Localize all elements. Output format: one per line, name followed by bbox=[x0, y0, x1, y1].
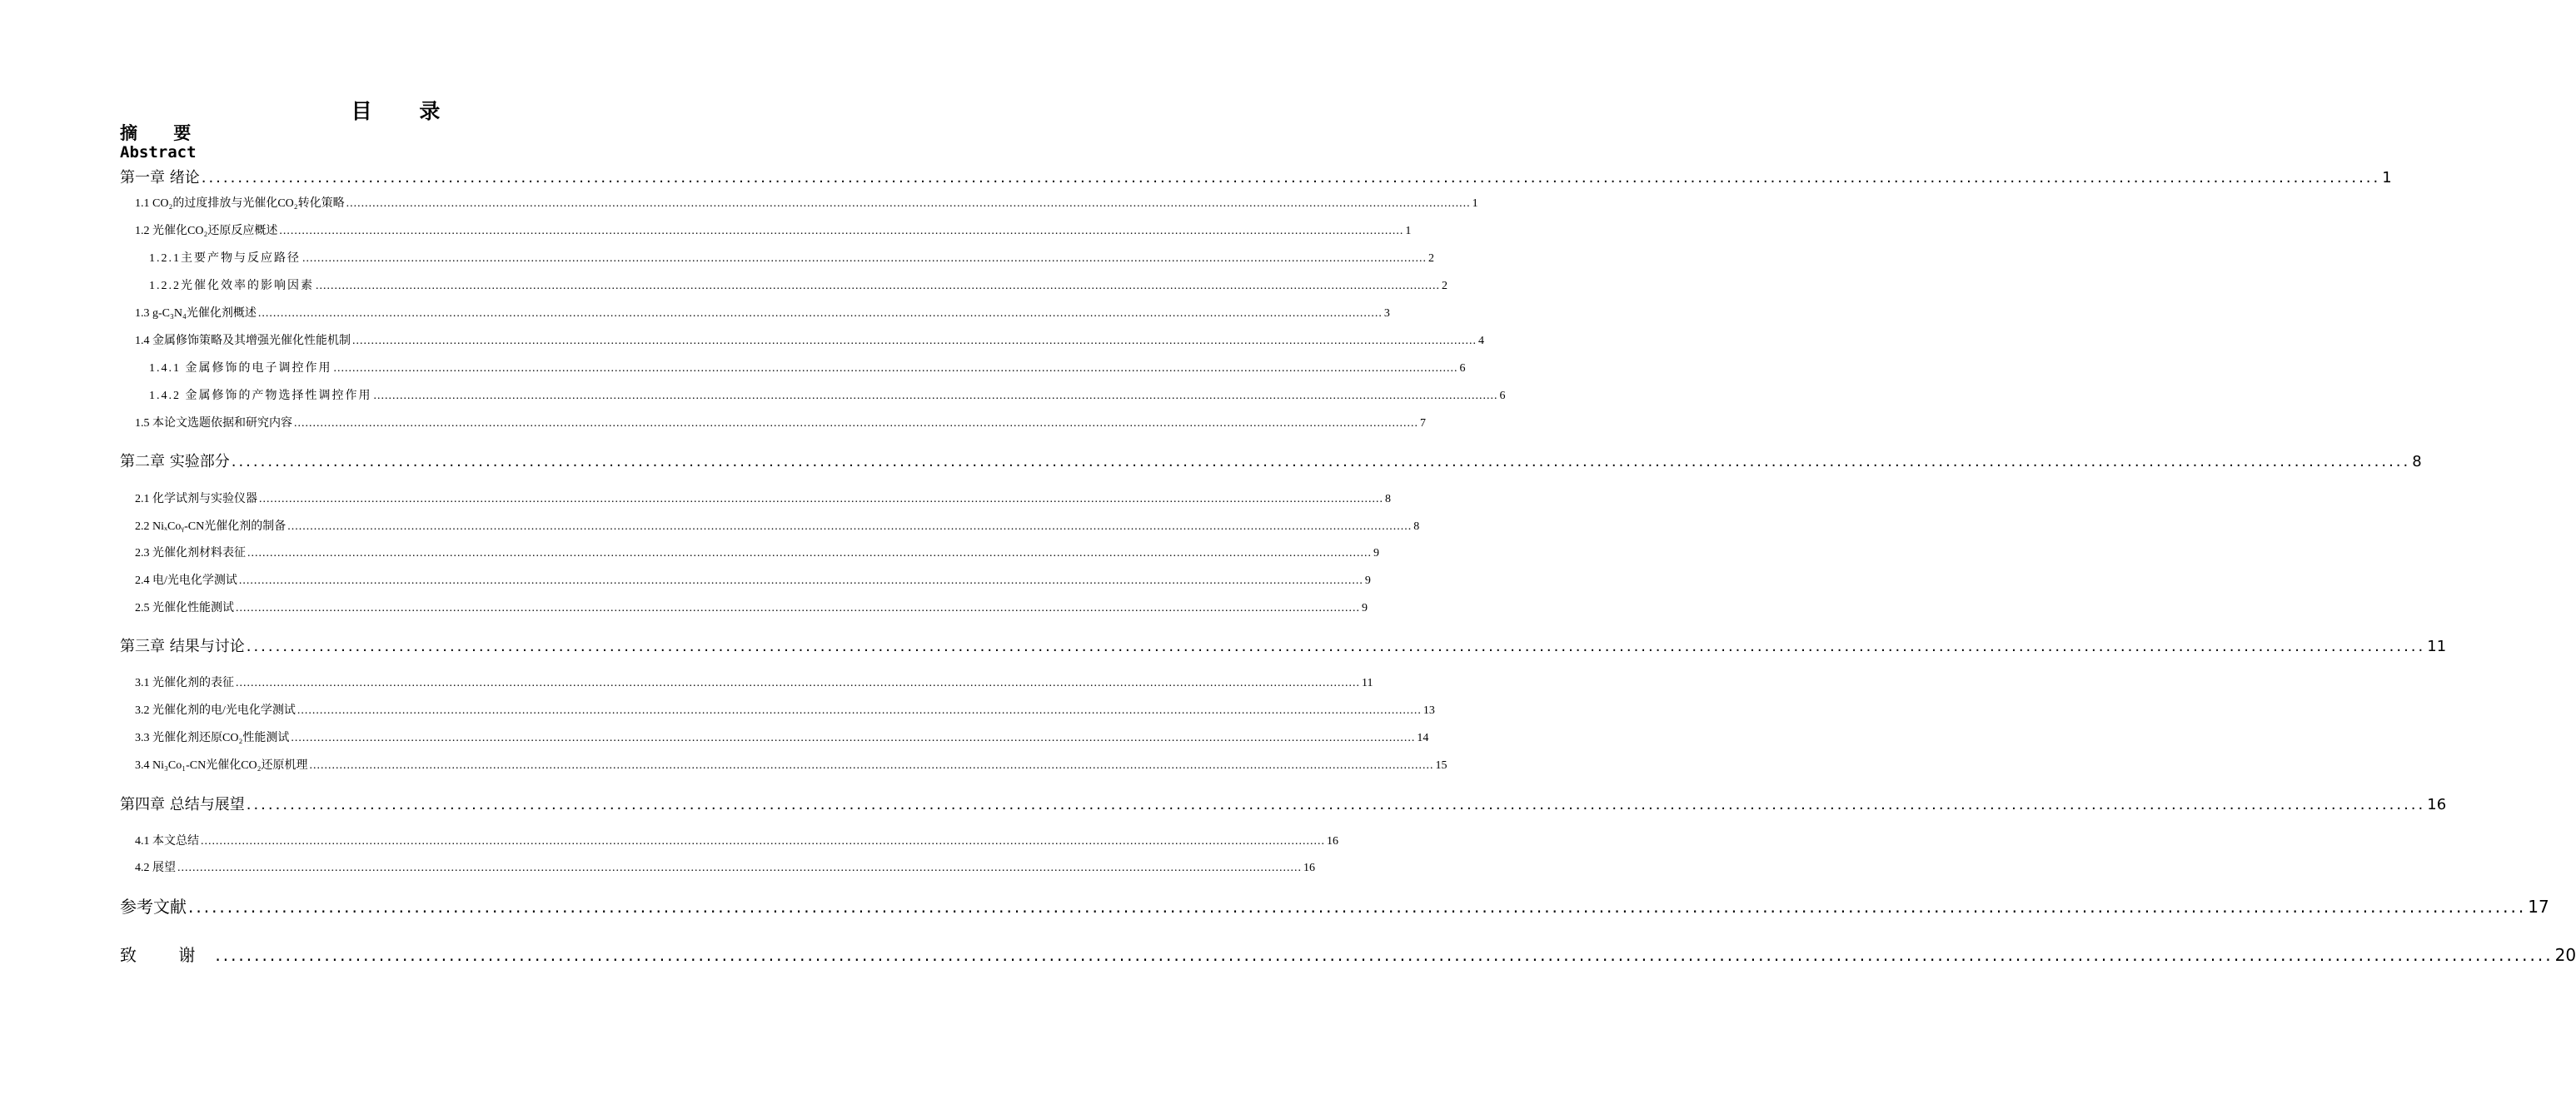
toc-entry-label: 1.2.1主要产物与反应路径 bbox=[149, 252, 301, 265]
toc-entry-label: 1.4.2 金属修饰的产物选择性调控作用 bbox=[149, 390, 372, 402]
toc-entry-4-1[interactable]: 4.1 本文总结 ............................................................................................................................................................................................................................................................................................................ 16 bbox=[135, 832, 671, 848]
toc-entry-2-5[interactable]: 2.5 光催化性能测试 ............................................................................................................................................................................................................................................................................................................ 9 bbox=[135, 599, 671, 615]
toc-entry-page: 11 bbox=[1362, 677, 1373, 689]
toc-entry-acknowledgements[interactable]: 致 谢 ............................................................................................................................................................................................................................................................................................................ 20 bbox=[120, 942, 671, 966]
toc-entry-chapter-3[interactable]: 第三章 结果与讨论 ............................................................................................................................................................................................................................................................................................................ 11 bbox=[120, 634, 671, 656]
toc-entry-page: 9 bbox=[1364, 574, 1371, 587]
toc-entry-label: 3.1 光催化剂的表征 bbox=[135, 677, 234, 689]
toc-entry-label: 4.1 本文总结 bbox=[135, 835, 199, 848]
toc-entry-page: 2 bbox=[1428, 252, 1434, 265]
toc-entry-label: 1.2.2光催化效率的影响因素 bbox=[149, 280, 314, 292]
toc-entry-label: 参考文献 bbox=[120, 897, 187, 917]
toc-entry-page: 8 bbox=[1413, 520, 1420, 533]
toc-entry-label: 第一章 绪论 bbox=[120, 169, 200, 186]
toc-entry-1-4[interactable]: 1.4 金属修饰策略及其增强光催化性能机制 ............................................................................................................................................................................................................................................................................................................ 4 bbox=[135, 331, 671, 348]
toc-entry-page: 1 bbox=[1472, 197, 1478, 210]
toc-entry-page: 4 bbox=[1478, 335, 1484, 347]
toc-entry-page: 9 bbox=[1362, 602, 1368, 614]
toc-entry-1-2[interactable]: 1.2 光催化CO₂还原反应概述 ............................................................................................................................................................................................................................................................................................................ 1 bbox=[135, 221, 671, 238]
toc-entry-3-3[interactable]: 3.3 光催化剂还原CO₂性能测试 ............................................................................................................................................................................................................................................................................................................ 14 bbox=[135, 729, 671, 745]
toc-entry-page: 16 bbox=[1327, 835, 1338, 848]
toc-entry-page: 16 bbox=[1303, 862, 1315, 874]
toc-entry-page: 9 bbox=[1373, 547, 1379, 560]
toc-entry-label: 1.4.1 金属修饰的电子调控作用 bbox=[149, 362, 332, 375]
toc-entry-label: 第三章 结果与讨论 bbox=[120, 638, 245, 655]
toc-entry-label: 4.2 展望 bbox=[135, 862, 176, 874]
toc-entry-label: 2.1 化学试剂与实验仪器 bbox=[135, 493, 257, 505]
toc-entry-label: 1.2 光催化CO₂还原反应概述 bbox=[135, 225, 278, 237]
abstract-zh-heading[interactable]: 摘 要 bbox=[120, 123, 207, 143]
toc-entry-label: 3.4 Ni₃Co₁-CN光催化CO₂还原机理 bbox=[135, 759, 308, 772]
toc-entry-label: 3.3 光催化剂还原CO₂性能测试 bbox=[135, 732, 290, 744]
toc-entry-label: 2.3 光催化剂材料表征 bbox=[135, 547, 246, 560]
toc-entry-label: 致 谢 bbox=[120, 945, 214, 965]
toc-entry-page: 7 bbox=[1420, 417, 1426, 430]
toc-entry-1-1[interactable]: 1.1 CO₂的过度排放与光催化CO₂转化策略 ............................................................................................................................................................................................................................................................................................................ 1 bbox=[135, 194, 671, 211]
toc-entry-page: 13 bbox=[1423, 704, 1435, 717]
toc-entry-2-4[interactable]: 2.4 电/光电化学测试 ............................................................................................................................................................................................................................................................................................................ 9 bbox=[135, 571, 671, 588]
toc-entry-label: 第二章 实验部分 bbox=[120, 453, 230, 470]
toc-entry-1-3[interactable]: 1.3 g-C₃N₄光催化剂概述 ............................................................................................................................................................................................................................................................................................................ 3 bbox=[135, 304, 671, 321]
toc-entry-1-2-1[interactable]: 1.2.1主要产物与反应路径 ............................................................................................................................................................................................................................................................................................................ 2 bbox=[149, 249, 671, 266]
toc-entry-label: 3.2 光催化剂的电/光电化学测试 bbox=[135, 704, 296, 717]
toc-entry-label: 1.3 g-C₃N₄光催化剂概述 bbox=[135, 307, 257, 320]
toc-entry-page: 16 bbox=[2427, 796, 2447, 813]
toc-entry-page: 11 bbox=[2427, 638, 2447, 655]
toc-entry-label: 2.5 光催化性能测试 bbox=[135, 602, 234, 614]
toc-entry-chapter-4[interactable]: 第四章 总结与展望 ............................................................................................................................................................................................................................................................................................................ 16 bbox=[120, 793, 671, 814]
toc-entry-page: 2 bbox=[1442, 280, 1447, 292]
toc-entry-page: 14 bbox=[1417, 732, 1429, 744]
toc-entry-page: 6 bbox=[1499, 390, 1506, 402]
toc-entry-label: 第四章 总结与展望 bbox=[120, 796, 245, 813]
abstract-en-heading[interactable]: Abstract bbox=[120, 143, 197, 162]
toc-entry-1-2-2[interactable]: 1.2.2光催化效率的影响因素 ............................................................................................................................................................................................................................................................................................................ 2 bbox=[149, 276, 671, 293]
toc-entry-references[interactable]: 参考文献 ............................................................................................................................................................................................................................................................................................................ 17 bbox=[120, 893, 671, 918]
toc-entry-page: 1 bbox=[1405, 225, 1412, 237]
toc-title: 目 录 bbox=[351, 99, 461, 123]
toc-entry-page: 6 bbox=[1459, 362, 1466, 375]
toc-entry-label: 2.4 电/光电化学测试 bbox=[135, 574, 237, 587]
toc-entry-1-5[interactable]: 1.5 本论文选题依据和研究内容 ............................................................................................................................................................................................................................................................................................................ 7 bbox=[135, 414, 671, 430]
toc-entry-page: 20 bbox=[2554, 945, 2576, 965]
toc-entry-page: 1 bbox=[2382, 169, 2392, 186]
toc-entry-3-4[interactable]: 3.4 Ni₃Co₁-CN光催化CO₂还原机理 ............................................................................................................................................................................................................................................................................................................ 15 bbox=[135, 756, 671, 773]
toc-entry-1-4-1[interactable]: 1.4.1 金属修饰的电子调控作用 ............................................................................................................................................................................................................................................................................................................ 6 bbox=[149, 359, 671, 375]
toc-entry-3-1[interactable]: 3.1 光催化剂的表征 ............................................................................................................................................................................................................................................................................................................ 11 bbox=[135, 674, 671, 690]
toc-entry-3-2[interactable]: 3.2 光催化剂的电/光电化学测试 ............................................................................................................................................................................................................................................................................................................ 13 bbox=[135, 701, 671, 718]
toc-entry-label: 2.2 NiₓCoᵧ-CN光催化剂的制备 bbox=[135, 520, 286, 533]
toc-entry-chapter-2[interactable]: 第二章 实验部分 ............................................................................................................................................................................................................................................................................................................ 8 bbox=[120, 450, 671, 471]
toc-entry-4-2[interactable]: 4.2 展望 ............................................................................................................................................................................................................................................................................................................ 16 bbox=[135, 858, 671, 875]
toc-entry-label: 1.5 本论文选题依据和研究内容 bbox=[135, 417, 292, 430]
toc-entry-2-1[interactable]: 2.1 化学试剂与实验仪器 ............................................................................................................................................................................................................................................................................................................ 8 bbox=[135, 490, 671, 506]
toc-entry-page: 17 bbox=[2528, 897, 2549, 917]
toc-entry-page: 3 bbox=[1383, 307, 1390, 320]
toc-entry-page: 8 bbox=[1385, 493, 1391, 505]
toc-entry-page: 15 bbox=[1435, 759, 1447, 772]
toc-entry-2-3[interactable]: 2.3 光催化剂材料表征 ............................................................................................................................................................................................................................................................................................................ 9 bbox=[135, 544, 671, 560]
toc-entry-chapter-1[interactable]: 第一章 绪论 ............................................................................................................................................................................................................................................................................................................ 1 bbox=[120, 166, 671, 187]
toc-entry-2-2[interactable]: 2.2 NiₓCoᵧ-CN光催化剂的制备 ............................................................................................................................................................................................................................................................................................................ 8 bbox=[135, 517, 671, 534]
toc-entry-page: 8 bbox=[2412, 453, 2422, 470]
toc-entry-1-4-2[interactable]: 1.4.2 金属修饰的产物选择性调控作用 ............................................................................................................................................................................................................................................................................................................ 6 bbox=[149, 386, 671, 403]
toc-entry-label: 1.1 CO₂的过度排放与光催化CO₂转化策略 bbox=[135, 197, 345, 210]
toc-entry-label: 1.4 金属修饰策略及其增强光催化性能机制 bbox=[135, 335, 351, 347]
